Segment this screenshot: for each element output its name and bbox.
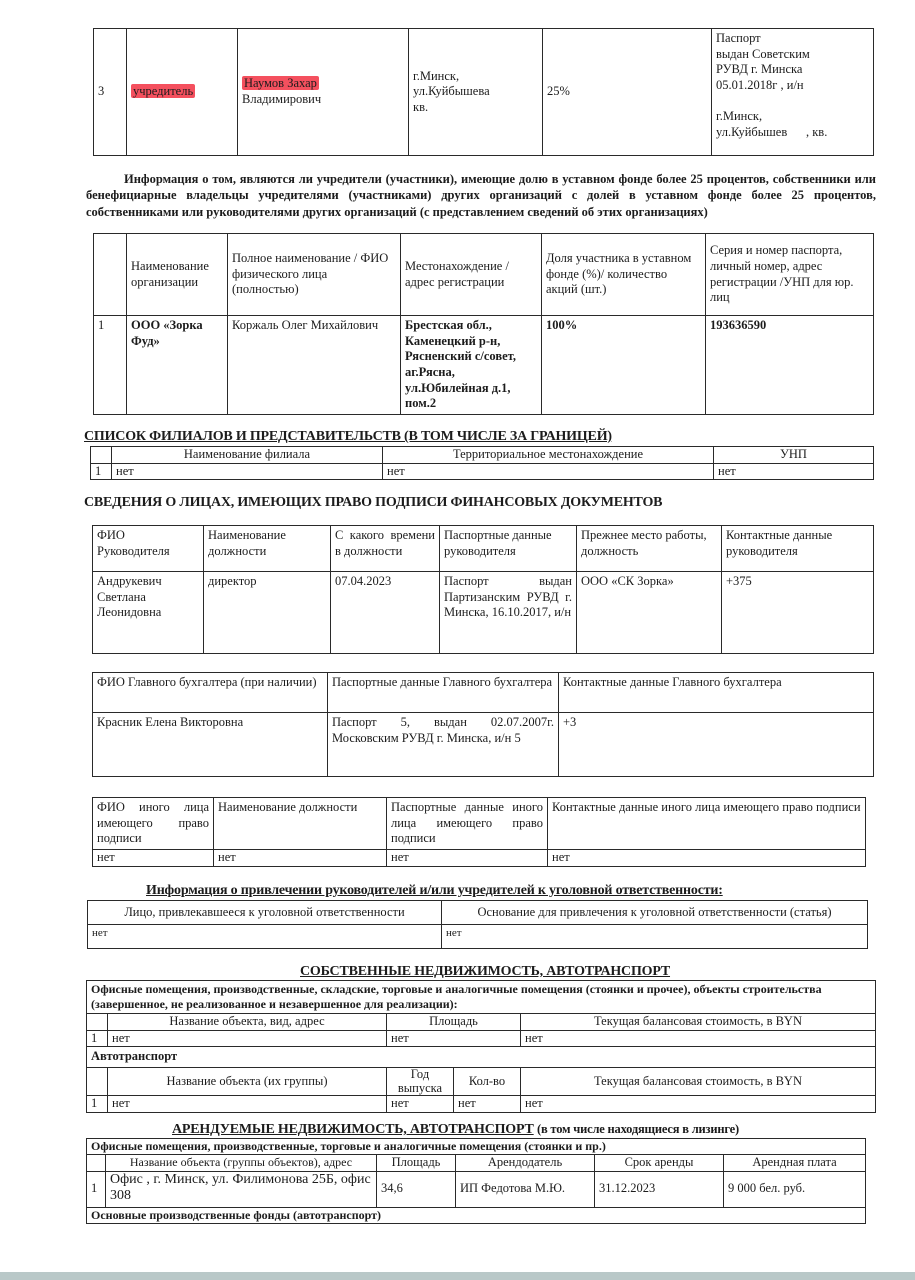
leased-premises-caption: Офисные помещения, производственные, торговые и аналогичные помещения (стоянки и пр.) <box>87 1139 866 1155</box>
accountant-name: Красник Елена Викторовна <box>93 713 328 777</box>
name-line2: Владимирович <box>242 92 322 106</box>
header-area: Площадь <box>377 1155 456 1172</box>
owned-table <box>86 980 876 1113</box>
passport-line: ул.Куйбышев <box>716 124 788 139</box>
table-header-row <box>88 901 868 925</box>
table-header-row <box>87 1014 876 1031</box>
vehicle-year: нет <box>387 1096 454 1113</box>
header-area: Площадь <box>387 1014 521 1031</box>
table-header-row <box>93 526 874 572</box>
header-num <box>87 1014 108 1031</box>
other-position: нет <box>214 849 387 866</box>
table-row <box>93 572 874 654</box>
other-signatory-table <box>92 797 866 867</box>
header-passport: Паспортные данные руководителя <box>440 526 577 572</box>
leased-table <box>86 1138 866 1224</box>
director-contact: +375 <box>722 572 874 654</box>
leased-object: Офис , г. Минск, ул. Филимонова 25Б, офис 308 <box>106 1171 377 1207</box>
beneficiary-paragraph <box>86 171 876 220</box>
header-other-contact: Контактные данные иного лица имеющего право подписи <box>548 798 866 850</box>
org-name: ООО «Зорка Фуд» <box>127 316 228 415</box>
header-vehicle: Название объекта (их группы) <box>108 1067 387 1096</box>
leased-area: 34,6 <box>377 1171 456 1207</box>
passport-line: г.Минск, <box>716 109 763 124</box>
header-basis: Основание для привлечения к уголовной ответственности (статья) <box>442 901 868 925</box>
header-other-position: Наименование должности <box>214 798 387 850</box>
beneficiary-text: Информация о том, являются ли учредители (участники), имеющие долю в уставном фонде более 25 процентов, собственники или бенефициарные владельцы учредителями (участниками) других организаций с долей в уставном фонде более 25 процентов, собственниками или руководителями других организаций (с представлением сведений об этих организациях) <box>86 172 876 219</box>
leased-title <box>172 1121 739 1139</box>
header-count: Кол-во <box>454 1067 521 1096</box>
leased-lessor: ИП Федотова М.Ю. <box>456 1171 595 1207</box>
signatories-title: СВЕДЕНИЯ О ЛИЦАХ, ИМЕЮЩИХ ПРАВО ПОДПИСИ ФИНАНСОВЫХ ДОКУМЕНТОВ <box>84 495 663 510</box>
header-accountant-contact: Контактные данные Главного бухгалтера <box>559 673 874 713</box>
header-branch-name: Наименование филиала <box>112 447 383 464</box>
table-row <box>87 1096 876 1113</box>
passport-line: выдан Советским <box>716 46 810 61</box>
branch-name: нет <box>112 463 383 480</box>
other-name: нет <box>93 849 214 866</box>
share-cell: 25% <box>543 29 712 156</box>
other-passport: нет <box>387 849 548 866</box>
header-num <box>87 1067 108 1096</box>
table-row <box>87 1171 866 1207</box>
caption-row <box>87 981 876 1014</box>
header-term: Срок аренды <box>595 1155 724 1172</box>
passport-line: Паспорт <box>716 31 761 45</box>
leased-term: 31.12.2023 <box>595 1171 724 1207</box>
table-row <box>91 463 874 480</box>
passport-line: , кв. <box>805 124 828 139</box>
table-row <box>87 1030 876 1047</box>
caption-row <box>87 1047 876 1068</box>
header-num <box>87 1155 106 1172</box>
vehicle-object: нет <box>108 1096 387 1113</box>
director-passport: Паспорт выдан Партизанским РУВД г. Минска, 16.10.2017, и/н <box>440 572 577 654</box>
table-row <box>88 925 868 949</box>
premises-value: нет <box>521 1030 876 1047</box>
vehicle-value: нет <box>521 1096 876 1113</box>
branch-location: нет <box>383 463 714 480</box>
header-id: Серия и номер паспорта, личный номер, адрес регистрации /УНП для юр. лиц <box>706 234 874 316</box>
header-position: Наименование должности <box>204 526 331 572</box>
role-cell <box>127 29 238 156</box>
header-org: Наименование организации <box>127 234 228 316</box>
header-director-name: ФИО Руководителя <box>93 526 204 572</box>
bottom-edge <box>0 1272 915 1280</box>
director-name: Андрукевич Светлана Леонидовна <box>93 572 204 654</box>
table-row <box>93 713 874 777</box>
caption-row <box>87 1139 866 1155</box>
header-num <box>91 447 112 464</box>
name-highlight: Наумов Захар <box>244 76 317 91</box>
table-row <box>94 316 874 415</box>
accountant-table <box>92 672 874 777</box>
passport-line: РУВД г. Минска <box>716 62 803 77</box>
director-table <box>92 525 874 654</box>
header-num <box>94 234 127 316</box>
branches-title: СПИСОК ФИЛИАЛОВ И ПРЕДСТАВИТЕЛЬСТВ (В ТОМ ЧИСЛЕ ЗА ГРАНИЦЕЙ) <box>84 429 612 444</box>
table-row <box>93 849 866 866</box>
header-accountant-name: ФИО Главного бухгалтера (при наличии) <box>93 673 328 713</box>
table-header-row <box>94 234 874 316</box>
table-header-row <box>91 447 874 464</box>
table-header-row <box>87 1155 866 1172</box>
person-name: Коржаль Олег Михайлович <box>228 316 401 415</box>
branch-unp: нет <box>714 463 874 480</box>
role-highlight: учредитель <box>133 84 194 99</box>
org-share: 100% <box>542 316 706 415</box>
other-contact: нет <box>548 849 866 866</box>
table-header-row <box>87 1067 876 1096</box>
leased-title-sub: (в том числе находящиеся в лизинге) <box>536 1122 739 1136</box>
header-person: Лицо, привлекавшееся к уголовной ответственности <box>88 901 442 925</box>
premises-caption: Офисные помещения, производственные, складские, торговые и аналогичные помещения (стоянки и прочее), объекты строительства (завершенное, не реализованное и незавершенное для реализации): <box>87 981 876 1014</box>
header-object: Название объекта (группы объектов), адрес <box>106 1155 377 1172</box>
passport-cell <box>712 29 874 156</box>
header-unp: УНП <box>714 447 874 464</box>
criminal-basis: нет <box>442 925 868 949</box>
director-since: 07.04.2023 <box>331 572 440 654</box>
premises-area: нет <box>387 1030 521 1047</box>
org-id: 193636590 <box>706 316 874 415</box>
accountant-contact: +3 <box>559 713 874 777</box>
header-location: Территориальное местонахождение <box>383 447 714 464</box>
caption-row <box>87 1207 866 1223</box>
header-other-passport: Паспортные данные иного лица имеющего право подписи <box>387 798 548 850</box>
owned-title: СОБСТВЕННЫЕ НЕДВИЖИМОСТЬ, АВТОТРАНСПОРТ <box>300 964 671 979</box>
header-prev-job: Прежнее место работы, должность <box>577 526 722 572</box>
table-header-row <box>93 673 874 713</box>
director-prev-job: ООО «СК Зорка» <box>577 572 722 654</box>
header-person: Полное наименование / ФИО физического лица (полностью) <box>228 234 401 316</box>
address-line: кв. <box>413 99 429 114</box>
leased-rent: 9 000 бел. руб. <box>724 1171 866 1207</box>
table-row <box>94 29 874 156</box>
accountant-passport: Паспорт 5, выдан 02.07.2007г. Московским РУВД г. Минска, и/н 5 <box>328 713 559 777</box>
premises-object: нет <box>108 1030 387 1047</box>
passport-line: 05.01.2018г , и/н <box>716 77 804 92</box>
vehicles-caption: Автотранспорт <box>87 1047 876 1068</box>
name-cell <box>238 29 409 156</box>
beneficiary-table <box>93 233 874 415</box>
header-year: Год выпуска <box>387 1067 454 1096</box>
header-address: Местонахождение / адрес регистрации <box>401 234 542 316</box>
header-lessor: Арендодатель <box>456 1155 595 1172</box>
row-number: 3 <box>94 29 127 156</box>
criminal-title: Информация о привлечении руководителей и/или учредителей к уголовной ответственности: <box>146 883 723 898</box>
header-contact: Контактные данные руководителя <box>722 526 874 572</box>
address-cell <box>409 29 543 156</box>
branches-table <box>90 446 874 480</box>
criminal-person: нет <box>88 925 442 949</box>
header-rent: Арендная плата <box>724 1155 866 1172</box>
header-value: Текущая балансовая стоимость, в BYN <box>521 1014 876 1031</box>
address-line: г.Минск, <box>413 68 460 83</box>
row-number: 1 <box>91 463 112 480</box>
director-position: директор <box>204 572 331 654</box>
header-share: Доля участника в уставном фонде (%)/ количество акций (шт.) <box>542 234 706 316</box>
address-line: ул.Куйбышева <box>413 84 490 99</box>
criminal-table <box>87 900 868 949</box>
org-address: Брестская обл., Каменецкий р-н, Рясненский с/совет, аг.Рясна, ул.Юбилейная д.1, пом.2 <box>401 316 542 415</box>
row-number: 1 <box>94 316 127 415</box>
header-accountant-passport: Паспортные данные Главного бухгалтера <box>328 673 559 713</box>
leased-title-main: АРЕНДУЕМЫЕ НЕДВИЖИМОСТЬ, АВТОТРАНСПОРТ <box>172 1122 534 1137</box>
fixed-assets-caption: Основные производственные фонды (автотранспорт) <box>87 1207 866 1223</box>
header-since: С какого времени в должности <box>331 526 440 572</box>
header-object: Название объекта, вид, адрес <box>108 1014 387 1031</box>
table-header-row <box>93 798 866 850</box>
row-number: 1 <box>87 1030 108 1047</box>
row-number: 1 <box>87 1171 106 1207</box>
vehicle-count: нет <box>454 1096 521 1113</box>
header-other-name: ФИО иного лица имеющего право подписи <box>93 798 214 850</box>
row-number: 1 <box>87 1096 108 1113</box>
header-value: Текущая балансовая стоимость, в BYN <box>521 1067 876 1096</box>
founders-table <box>93 28 874 156</box>
